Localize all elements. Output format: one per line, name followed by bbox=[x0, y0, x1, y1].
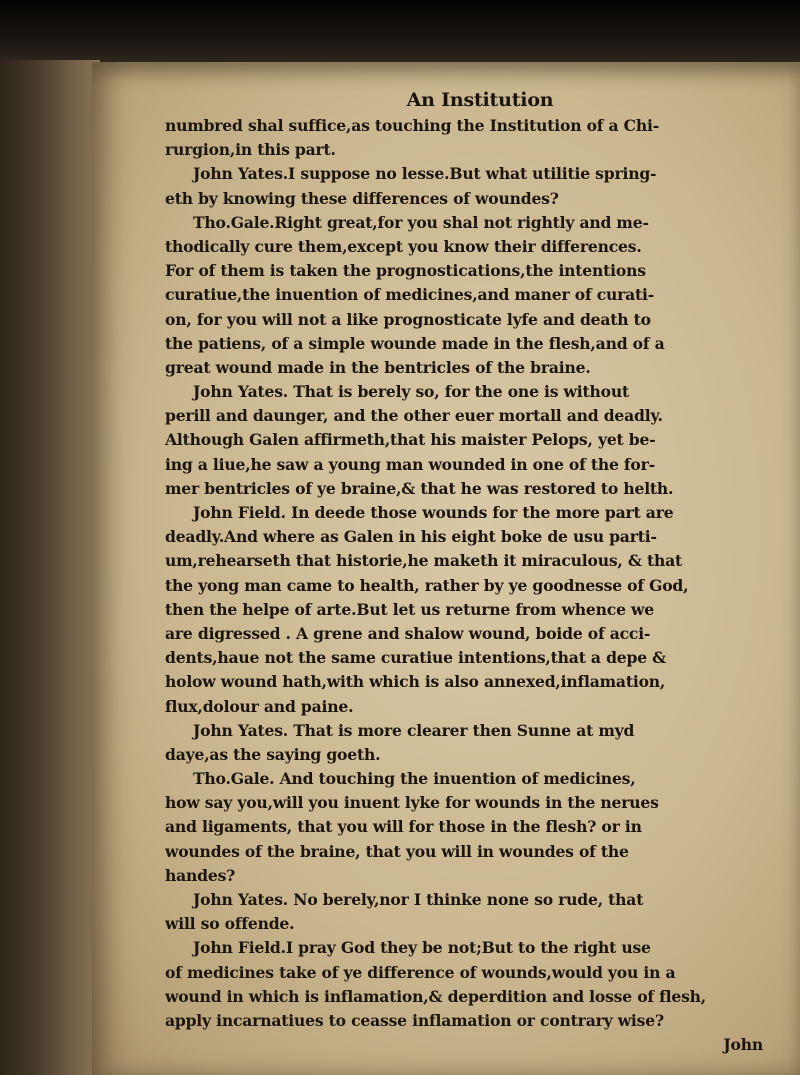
text-line: John Field. In deede those wounds for the more part are bbox=[193, 503, 674, 522]
running-head: An Institution bbox=[406, 89, 554, 111]
text-line: will so offende. bbox=[165, 914, 295, 934]
text-line: great wound made in the bentricles of the braine. bbox=[165, 357, 591, 377]
text-line: Although Galen affirmeth,that his maister Pelops, yet be- bbox=[165, 430, 656, 450]
text-line: Tho.Gale.Right great,for you shal not rightly and me- bbox=[193, 212, 649, 232]
text-line: thodically cure them,except you know their differences. bbox=[165, 236, 642, 256]
text-line: For of them is taken the prognostications,the intentions bbox=[165, 261, 646, 281]
text-line: how say you,will you inuent lyke for wounds in the nerues bbox=[165, 793, 659, 813]
text-line: um,rehearseth that historie,he maketh it miraculous, & that bbox=[165, 551, 683, 571]
text-line: John Field.I pray God they be not;But to the right use bbox=[193, 938, 651, 958]
text-line: ing a liue,he saw a young man wounded in one of the for- bbox=[165, 454, 655, 474]
text-line: John Yates. No berely,nor I thinke none so rude, that bbox=[193, 890, 644, 909]
text-line: handes? bbox=[165, 865, 236, 885]
book-gutter bbox=[0, 60, 100, 1075]
text-line: John Yates. That is berely so, for the one is without bbox=[193, 382, 629, 402]
text-line: dents,haue not the same curatiue intentions,that a depe & bbox=[165, 648, 667, 668]
text-line: flux,dolour and paine. bbox=[165, 696, 354, 716]
text-line: woundes of the braine, that you will in woundes of the bbox=[165, 841, 629, 861]
text-line: eth by knowing these differences of woundes? bbox=[165, 188, 559, 208]
text-line: perill and daunger, and the other euer mortall and deadly. bbox=[165, 406, 663, 426]
catchword: John bbox=[723, 1035, 763, 1055]
text-line: the yong man came to health, rather by ye goodnesse of God, bbox=[165, 575, 689, 595]
text-line: curatiue,the inuention of medicines,and maner of curati- bbox=[165, 285, 655, 305]
text-line: deadly.And where as Galen in his eight boke de usu parti- bbox=[165, 527, 657, 547]
body-text bbox=[165, 114, 775, 1057]
text-line: are digressed . A grene and shalow wound, boide of acci- bbox=[165, 623, 651, 643]
text-line: mer bentricles of ye braine,& that he was restored to helth. bbox=[165, 478, 674, 498]
text-line: the patiens, of a simple wounde made in the flesh,and of a bbox=[165, 333, 665, 353]
text-line: on, for you will not a like prognosticate lyfe and death to bbox=[165, 309, 651, 329]
page-text bbox=[165, 88, 775, 1057]
text-line: and ligaments, that you will for those in the flesh? or in bbox=[165, 817, 642, 837]
text-line: numbred shal suffice,as touching the Institution of a Chi- bbox=[165, 116, 659, 135]
text-line: daye,as the saying goeth. bbox=[165, 744, 381, 764]
text-line: wound in which is inflamation,& deperdition and losse of flesh, bbox=[165, 986, 707, 1006]
text-line: apply incarnatiues to ceasse inflamation or contrary wise? bbox=[165, 1010, 664, 1030]
text-line: rurgion,in this part. bbox=[165, 140, 336, 160]
text-line: holow wound hath,with which is also annexed,inflamation, bbox=[165, 672, 666, 692]
text-line: John Yates. That is more clearer then Sunne at myd bbox=[193, 720, 635, 740]
text-line: John Yates.I suppose no lesse.But what utilitie spring- bbox=[193, 164, 657, 184]
text-line: of medicines take of ye difference of wounds,would you in a bbox=[165, 962, 676, 982]
text-line: Tho.Gale. And touching the inuention of medicines, bbox=[193, 769, 636, 789]
text-line: then the helpe of arte.But let us returne from whence we bbox=[165, 599, 654, 619]
